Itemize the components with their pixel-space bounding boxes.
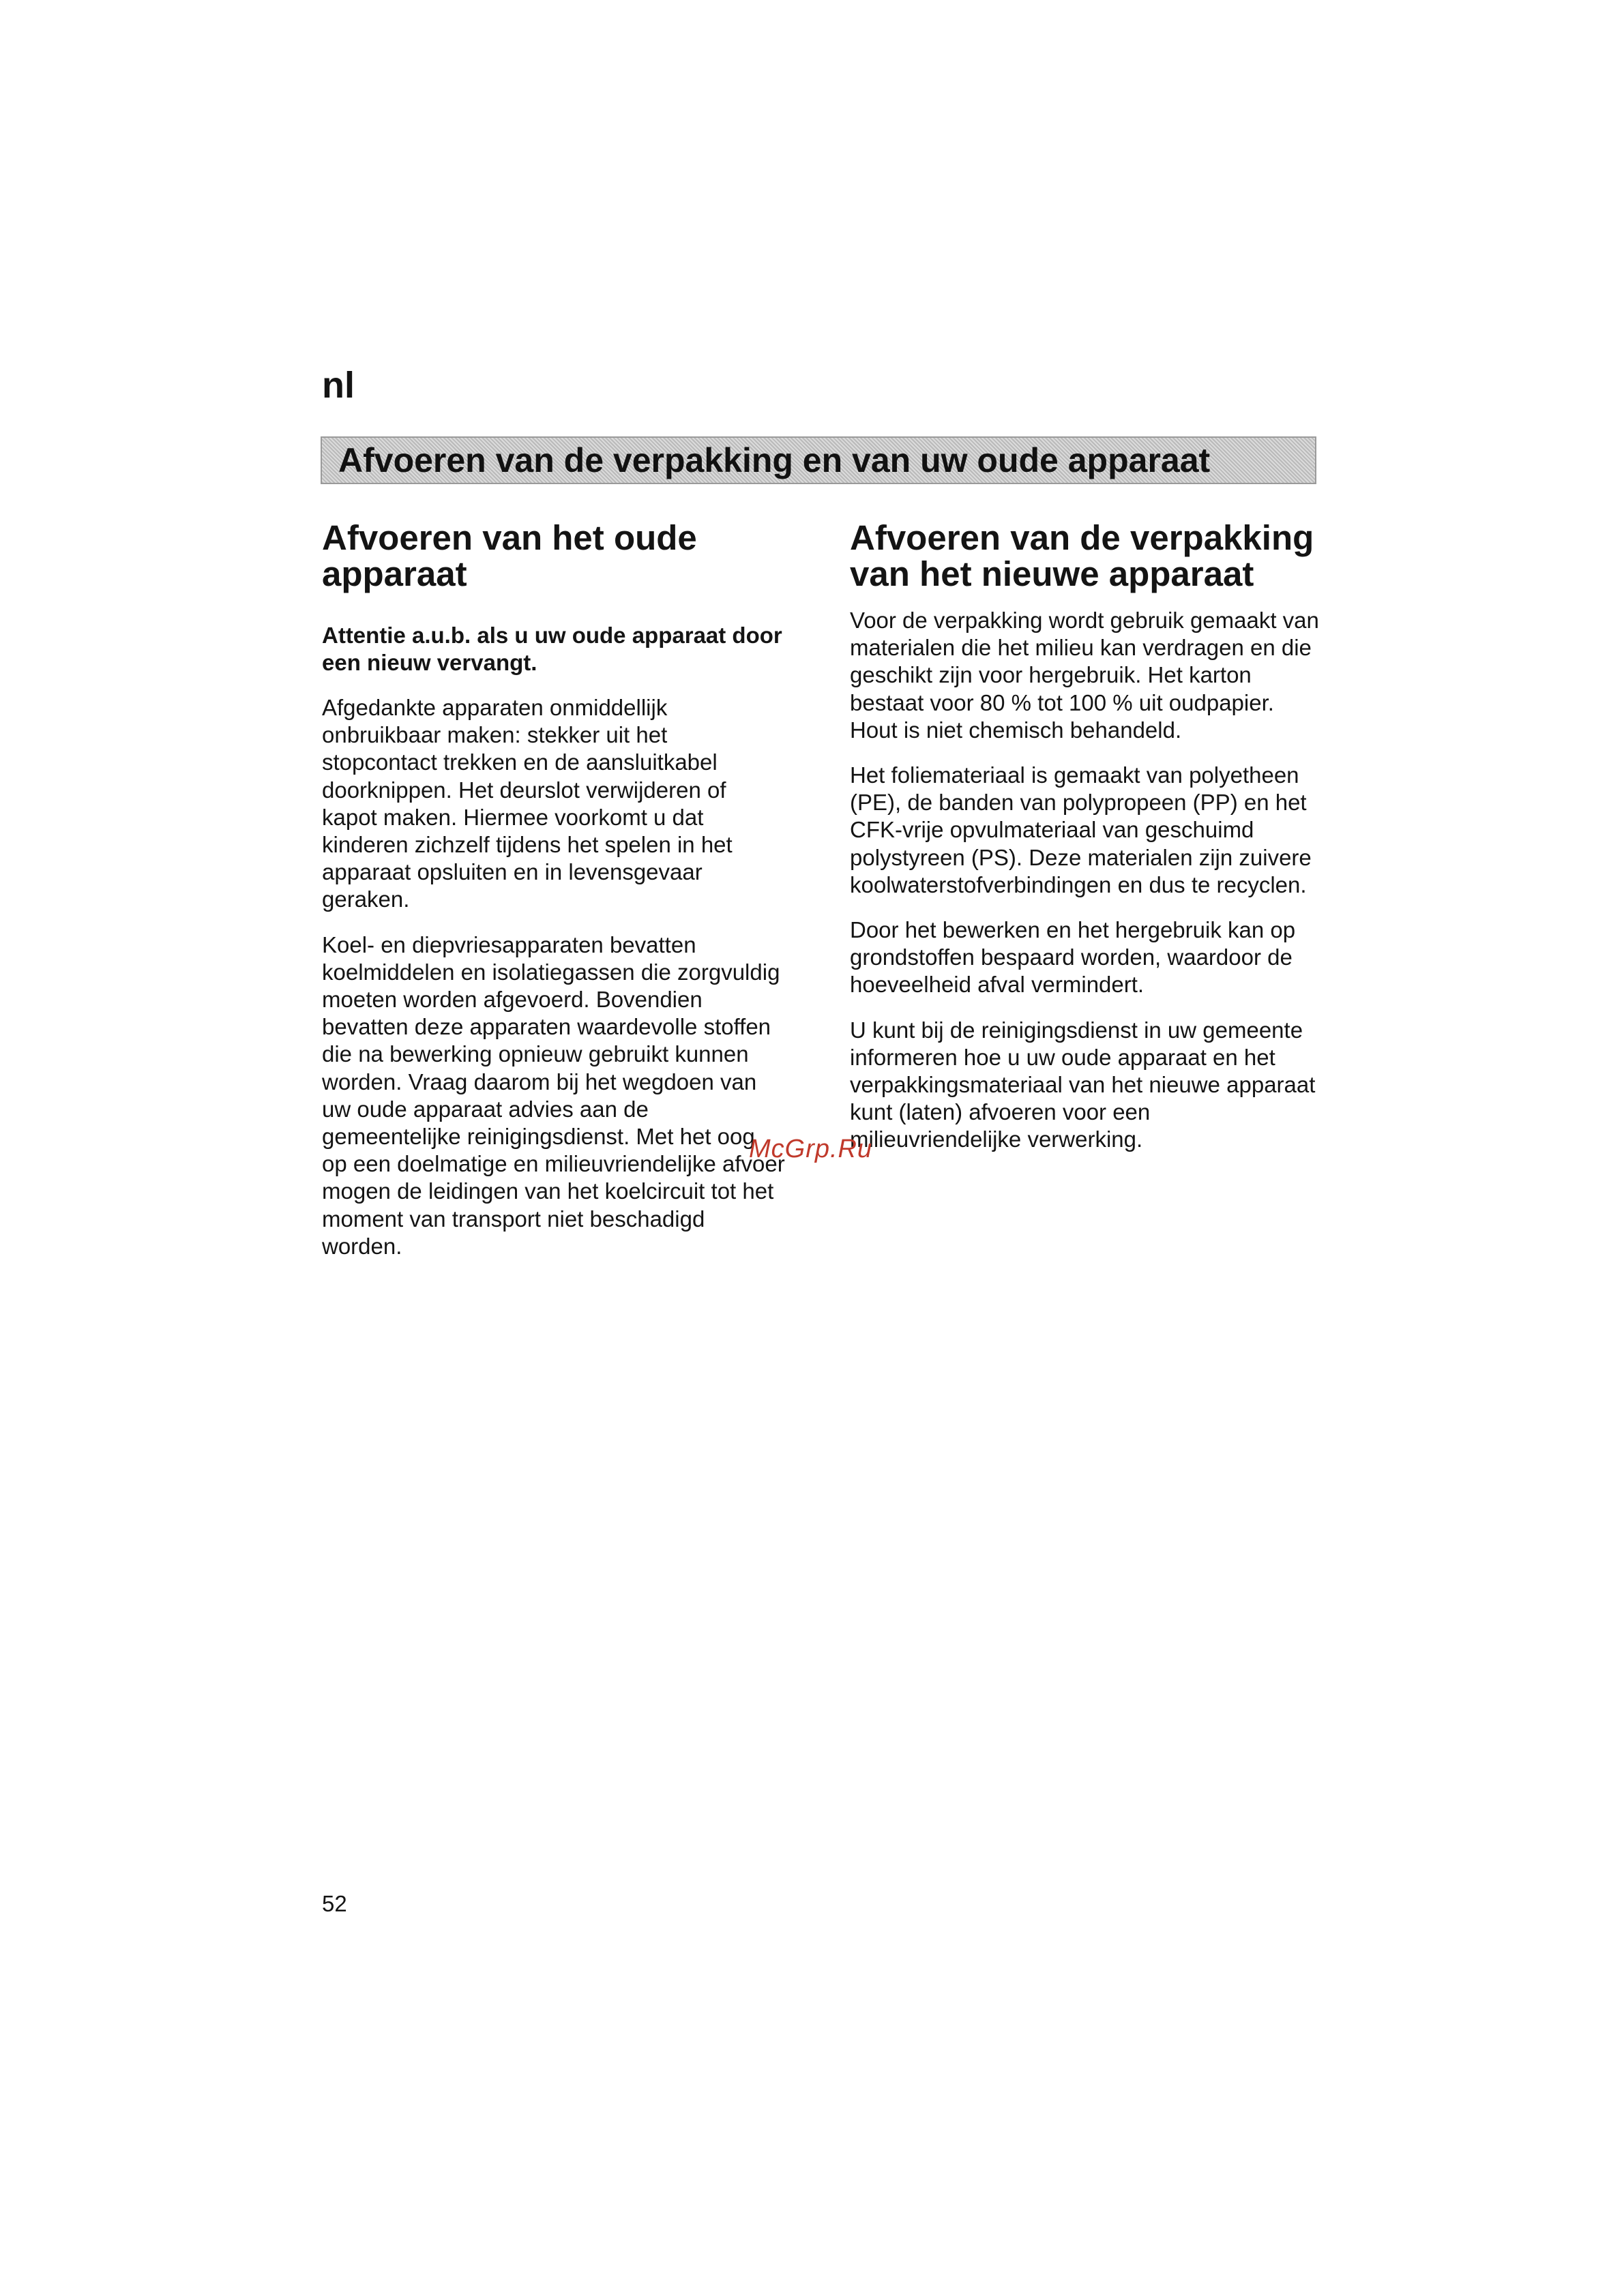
left-column [322, 520, 786, 1278]
right-column-paragraph: Het foliemateriaal is gemaakt van polyetheen (PE), de banden van polypropeen (PP) en het CFK-vrije opvulmateriaal van geschuimd polystyreen (PS). Deze materialen zijn zuivere koolwaterstofverbindingen en dus te recyclen. [850, 762, 1312, 897]
right-column [850, 520, 1320, 1172]
page-number: 52 [322, 1891, 347, 1916]
right-column-heading: Afvoeren van de verpakking van het nieuwe apparaat [850, 518, 1314, 593]
right-column-paragraph: U kunt bij de reinigingsdienst in uw gemeente informeren hoe u uw oude apparaat en het verpakkingsmateriaal van het nieuwe apparaat kunt (laten) afvoeren voor een milieuvriendelijke verwerking. [850, 1017, 1316, 1152]
watermark: McGrp.Ru [749, 1135, 873, 1163]
left-column-paragraph: Afgedankte apparaten onmiddellijk onbruikbaar maken: stekker uit het stopcontact trekken en de aansluitkabel doorknippen. Het deurslot verwijderen of kapot maken. Hiermee voorkomt u dat kinderen zichzelf tijdens het spelen in het apparaat opsluiten en in levensgevaar geraken. [322, 695, 733, 912]
section-title-banner [321, 436, 1316, 484]
section-title: Afvoeren van de verpakking en van uw oude apparaat [338, 441, 1211, 479]
left-column-lead: Attentie a.u.b. als u uw oude apparaat door een nieuw vervangt. [322, 623, 782, 675]
language-code: nl [322, 365, 355, 406]
left-column-heading: Afvoeren van het oude apparaat [322, 518, 697, 593]
left-column-paragraph: Koel- en diepvriesapparaten bevatten koelmiddelen en isolatiegassen die zorgvuldig moeten worden afgevoerd. Bovendien bevatten deze apparaten waardevolle stoffen die na bewerking opnieuw gebruikt kunnen worden. Vraag daarom bij het wegdoen van uw oude apparaat advies aan de gemeentelijke reinigingsdienst. Met het oog op een doelmatige en milieuvriendelijke afvoer mogen de leidingen van het koelcircuit tot het moment van transport niet beschadigd worden. [322, 931, 785, 1259]
right-column-paragraph: Door het bewerken en het hergebruik kan op grondstoffen bespaard worden, waardoor de hoeveelheid afval vermindert. [850, 917, 1296, 998]
right-column-paragraph: Voor de verpakking wordt gebruik gemaakt van materialen die het milieu kan verdragen en die geschikt zijn voor hergebruik. Het karton bestaat voor 80 % tot 100 % uit oudpapier. Hout is niet chemisch behandeld. [850, 608, 1319, 743]
